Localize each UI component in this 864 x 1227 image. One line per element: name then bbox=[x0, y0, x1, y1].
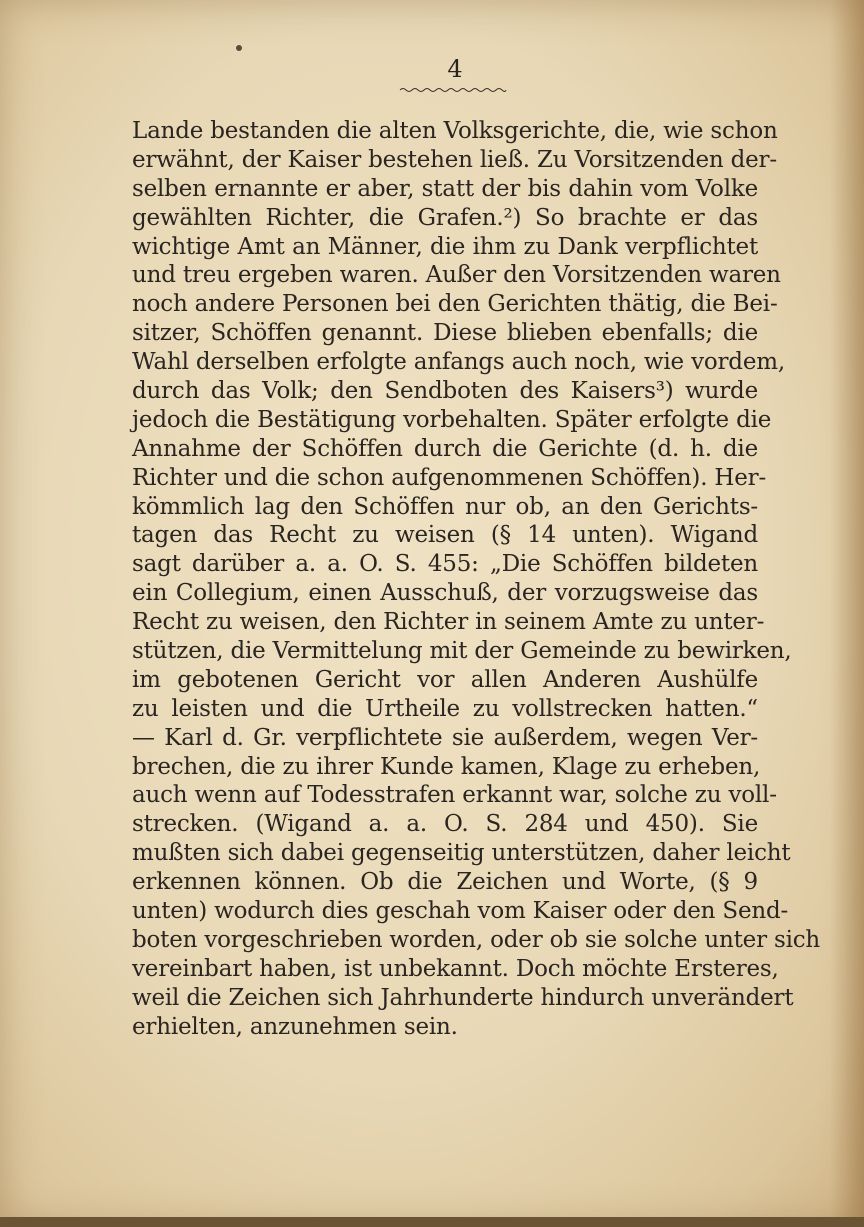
text-line: boten vorgeschrieben worden, oder ob sie solche unter sich bbox=[132, 926, 821, 953]
text-line: weil die Zeichen sich Jahrhunderte hindurch unverändert bbox=[132, 984, 794, 1011]
text-line: erwähnt, der Kaiser bestehen ließ. Zu Vorsitzenden der- bbox=[132, 146, 777, 173]
text-line: Lande bestanden die alten Volksgerichte, die, wie schon bbox=[132, 118, 778, 144]
text-line: strecken. (Wigand a. a. O. S. 284 und 450). Sie bbox=[132, 811, 758, 838]
page-number-ornament bbox=[398, 86, 508, 94]
text-line: wichtige Amt an Männer, die ihm zu Dank verpflichtet bbox=[132, 233, 758, 260]
text-line-last: erhielten, anzunehmen sein. bbox=[132, 1013, 458, 1040]
text-line: sagt darüber a. a. O. S. 455: „Die Schöffen bildeten bbox=[132, 551, 758, 578]
text-line: — Karl d. Gr. verpflichtete sie außerdem, wegen Ver- bbox=[132, 724, 758, 751]
text-line: selben ernannte er aber, statt der bis dahin vom Volke bbox=[132, 175, 758, 202]
text-line: jedoch die Bestätigung vorbehalten. Später erfolgte die bbox=[132, 406, 772, 433]
text-line: im gebotenen Gericht vor allen Anderen Aushülfe bbox=[132, 666, 758, 693]
text-line: stützen, die Vermittelung mit der Gemeinde zu bewirken, bbox=[132, 638, 792, 665]
text-line: und treu ergeben waren. Außer den Vorsitzenden waren bbox=[132, 262, 781, 289]
text-line: zu leisten und die Urtheile zu vollstrecken hatten.“ bbox=[132, 695, 758, 722]
text-line: Annahme der Schöffen durch die Gerichte (d. h. die bbox=[132, 435, 758, 462]
text-line: mußten sich dabei gegenseitig unterstützen, daher leicht bbox=[132, 840, 791, 867]
page-number: 4 bbox=[447, 55, 463, 83]
text-line: sitzer, Schöffen genannt. Diese blieben ebenfalls; die bbox=[132, 320, 758, 347]
text-line: noch andere Personen bei den Gerichten thätig, die Bei- bbox=[132, 291, 778, 318]
text-line: erkennen können. Ob die Zeichen und Worte, (§ 9 bbox=[132, 869, 758, 896]
body-text bbox=[132, 117, 821, 1042]
text-line: vereinbart haben, ist unbekannt. Doch möchte Ersteres, bbox=[132, 955, 779, 982]
text-line: unten) wodurch dies geschah vom Kaiser oder den Send- bbox=[132, 898, 789, 925]
text-line: Recht zu weisen, den Richter in seinem Amte zu unter- bbox=[132, 609, 765, 636]
text-line: Wahl derselben erfolgte anfangs auch noch, wie vordem, bbox=[132, 349, 785, 376]
text-line: durch das Volk; den Sendboten des Kaisers³) wurde bbox=[132, 378, 758, 405]
text-line: brechen, die zu ihrer Kunde kamen, Klage zu erheben, bbox=[132, 753, 761, 780]
text-line: tagen das Recht zu weisen (§ 14 unten). Wigand bbox=[132, 522, 758, 549]
text-line: gewählten Richter, die Grafen.²) So brachte er das bbox=[132, 204, 758, 231]
text-line: ein Collegium, einen Ausschuß, der vorzugsweise das bbox=[132, 580, 758, 607]
ink-speck bbox=[236, 45, 242, 51]
text-line: kömmlich lag den Schöffen nur ob, an den Gerichts- bbox=[132, 493, 758, 520]
text-line: Richter und die schon aufgenommenen Schöffen). Her- bbox=[132, 464, 767, 491]
text-line: auch wenn auf Todesstrafen erkannt war, solche zu voll- bbox=[132, 782, 777, 809]
page-edge-shadow bbox=[830, 0, 864, 1227]
page-bottom-border bbox=[0, 1217, 864, 1227]
